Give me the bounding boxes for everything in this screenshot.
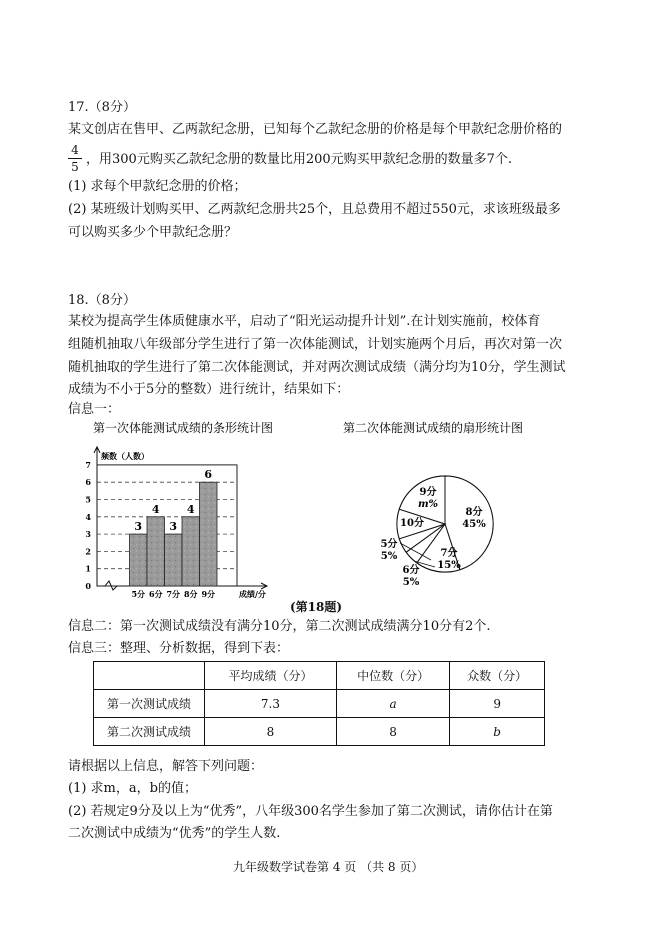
table-header-cell: 中位数（分）: [336, 662, 449, 690]
q17-sub2b: 可以购买多少个甲款纪念册？: [68, 225, 238, 240]
bar-value-label: 4: [186, 502, 195, 516]
pie-slice-percent: 45%: [462, 519, 486, 530]
info2-text: 信息二：第一次测试成绩没有满分10分，第二次测试成绩满分10分有2个.: [68, 619, 491, 634]
q18-p1: 某校为提高学生体质健康水平，启动了“阳光运动提升计划”.在计划实施前，校体育: [68, 314, 541, 329]
q17-line1: 某文创店在售甲、乙两款纪念册，已知每个乙款纪念册的价格是每个甲款纪念册价格的: [68, 122, 563, 137]
y-tick-label: 4: [85, 511, 91, 522]
page-footer: 九年级数学试卷第 4 页 （共 8 页）: [233, 860, 424, 874]
fraction-denominator: 5: [71, 160, 79, 174]
bar: [147, 517, 165, 586]
x-tick-label: 5分: [131, 589, 146, 599]
table-cell: 第二次测试成绩: [94, 718, 205, 746]
x-tick-label: 7分: [166, 589, 181, 599]
q17-sub2a: (2) 某班级计划购买甲、乙两款纪念册共25个，且总费用不超过550元，求该班级最多: [68, 202, 561, 217]
q18-p4: 成绩为不小于5分的整数）进行统计，结果如下：: [68, 382, 350, 397]
table-row: [94, 718, 545, 746]
stats-table: [93, 661, 545, 746]
info1-label: 信息一：: [68, 402, 121, 417]
q18-p2: 组随机抽取八年级部分学生进行了第一次体能测试，计划实施两个月后，再次对第一次: [68, 337, 563, 352]
pie-slice-label: 7分: [440, 548, 458, 559]
table-header-cell: [94, 662, 205, 690]
q18-p3: 随机抽取的学生进行了第二次体能测试，并对两次测试成绩（满分均为10分，学生测试: [68, 360, 566, 375]
table-cell: 7.3: [205, 690, 337, 718]
pie-chart: [381, 476, 494, 588]
bar: [200, 482, 218, 586]
table-cell: 8: [205, 718, 337, 746]
bar-value-label: 4: [151, 502, 160, 516]
y-tick-label: 6: [85, 477, 91, 488]
bar-value-label: 3: [169, 520, 178, 534]
x-tick-label: 8分: [183, 589, 198, 599]
ask-intro: 请根据以上信息，解答下列问题：: [68, 759, 264, 774]
pie-slice-label: 6分: [402, 565, 420, 576]
y-tick-label: 1: [85, 563, 91, 574]
table-cell: 8: [336, 718, 449, 746]
x-tick-label: 9分: [201, 589, 216, 599]
x-tick-label: 6分: [148, 589, 163, 599]
figure-18: [0, 415, 665, 615]
table-cell: 9: [450, 690, 545, 718]
bar-value-label: 3: [134, 520, 143, 534]
q17-line2: ，用300元购买乙款纪念册的数量比用200元购买甲款纪念册的数量多7个.: [86, 152, 513, 167]
pie-slice-percent: m%: [417, 499, 439, 510]
pie-slice-percent: 5%: [402, 577, 420, 588]
info3-text: 信息三：整理、分析数据，得到下表：: [68, 641, 290, 656]
q18-header: 18.（8分）: [68, 293, 136, 308]
table-cell: a: [336, 690, 449, 718]
table-cell: 第一次测试成绩: [94, 690, 205, 718]
q17-fraction: [68, 143, 82, 174]
table-header-cell: 平均成绩（分）: [205, 662, 337, 690]
y-tick-label: 5: [85, 494, 91, 505]
bar-chart: [85, 447, 267, 599]
table-row: [94, 690, 545, 718]
figure-caption: (第18题): [290, 600, 343, 614]
table-header-row: [94, 662, 545, 690]
table-header-cell: 众数（分）: [450, 662, 545, 690]
table-cell: b: [450, 718, 545, 746]
pie-slice-label: 5分: [380, 539, 398, 550]
q17-header: 17.（8分）: [68, 100, 136, 115]
pie-slice-label: 8分: [465, 507, 483, 518]
bar-value-label: 6: [204, 468, 213, 482]
pie-slice-label: 10分: [400, 518, 424, 529]
bar: [182, 517, 200, 586]
y-tick-label: 2: [85, 546, 91, 557]
y-axis-label: 频数（人数）: [101, 450, 149, 461]
bar: [165, 534, 183, 586]
q17-sub1: (1) 求每个甲款纪念册的价格；: [68, 179, 247, 194]
y-tick-label: 3: [85, 529, 91, 540]
fraction-numerator: 4: [71, 143, 79, 157]
bar-chart-title: 第一次体能测试成绩的条形统计图: [93, 421, 274, 435]
y-tick-label: 0: [85, 581, 91, 591]
ask-2a: (2) 若规定9分及以上为“优秀”，八年级300名学生参加了第二次测试，请你估计在第: [68, 804, 553, 819]
ask-1: (1) 求m，a，b的值；: [68, 781, 197, 796]
x-axis-label: 成绩/分: [239, 589, 266, 599]
ask-2b: 二次测试中成绩为“优秀”的学生人数.: [68, 826, 281, 841]
bar: [130, 534, 148, 586]
pie-slice-percent: 5%: [380, 551, 398, 562]
y-tick-label: 7: [85, 459, 91, 470]
pie-slice-label: 9分: [419, 487, 437, 498]
pie-slice-percent: 15%: [437, 560, 461, 571]
pie-chart-title: 第二次体能测试成绩的扇形统计图: [343, 421, 524, 435]
